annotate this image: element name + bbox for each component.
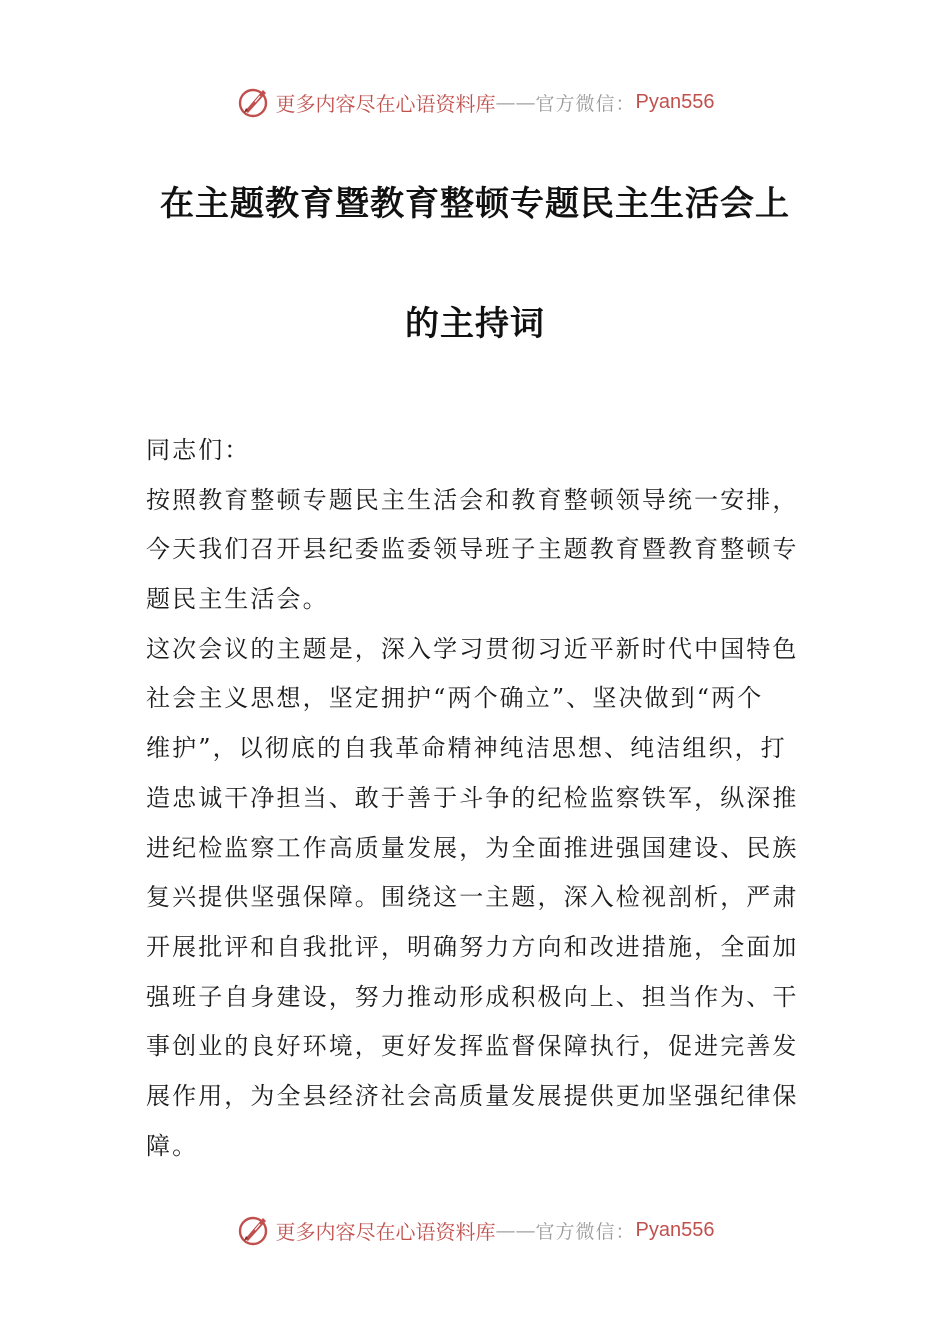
header-banner (0, 82, 950, 122)
body-line: 按照教育整顿专题民主生活会和教育整顿领导统一安排， (146, 485, 799, 514)
footer-slogan: 更多内容尽在心语资料库 (275, 1219, 496, 1244)
document-body (146, 430, 806, 1175)
body-line: 同志们： (146, 436, 251, 464)
body-line: 开展批评和自我批评，明确努力方向和改进措施，全面加 (146, 932, 799, 961)
body-line: 造忠诚干净担当、敢于善于斗争的纪检监察铁军，纵深推 (146, 783, 799, 812)
body-line: 障。 (146, 1131, 199, 1160)
body-line: 社会主义思想，坚定拥护“两个确立”、坚决做到“两个 (146, 684, 764, 713)
header-wechat-id: Pyan556 (635, 90, 715, 113)
header-slogan: 更多内容尽在心语资料库 (275, 91, 496, 116)
footer-banner (0, 1210, 950, 1250)
quill-logo-icon (236, 84, 272, 120)
footer-wechat-label: 官方微信： (535, 1220, 636, 1243)
quill-logo-icon (236, 1212, 272, 1248)
header-wechat-label: 官方微信： (535, 92, 636, 115)
footer-dash: —— (495, 1218, 536, 1242)
body-line: 题民主生活会。 (146, 585, 329, 614)
body-line: 今天我们召开县纪委监委领导班子主题教育暨教育整顿专 (146, 535, 799, 564)
header-dash: —— (495, 90, 536, 114)
body-line: 强班子自身建设，努力推动形成积极向上、担当作为、干 (146, 982, 799, 1011)
body-line: 事创业的良好环境，更好发挥监督保障执行，促进完善发 (146, 1032, 799, 1061)
footer-wechat-id: Pyan556 (635, 1218, 715, 1241)
body-line: 复兴提供坚强保障。围绕这一主题，深入检视剖析，严肃 (146, 883, 799, 912)
body-line: 这次会议的主题是，深入学习贯彻习近平新时代中国特色 (146, 634, 799, 663)
body-line: 维护”，以彻底的自我革命精神纯洁思想、纯洁组织，打 (146, 734, 787, 763)
document-title-line-2: 的主持词 (405, 304, 545, 344)
document-title-line-1: 在主题教育暨教育整顿专题民主生活会上 (160, 184, 790, 224)
body-line: 进纪检监察工作高质量发展，为全面推进强国建设、民族 (146, 833, 799, 862)
body-line: 展作用，为全县经济社会高质量发展提供更加坚强纪律保 (146, 1081, 799, 1110)
